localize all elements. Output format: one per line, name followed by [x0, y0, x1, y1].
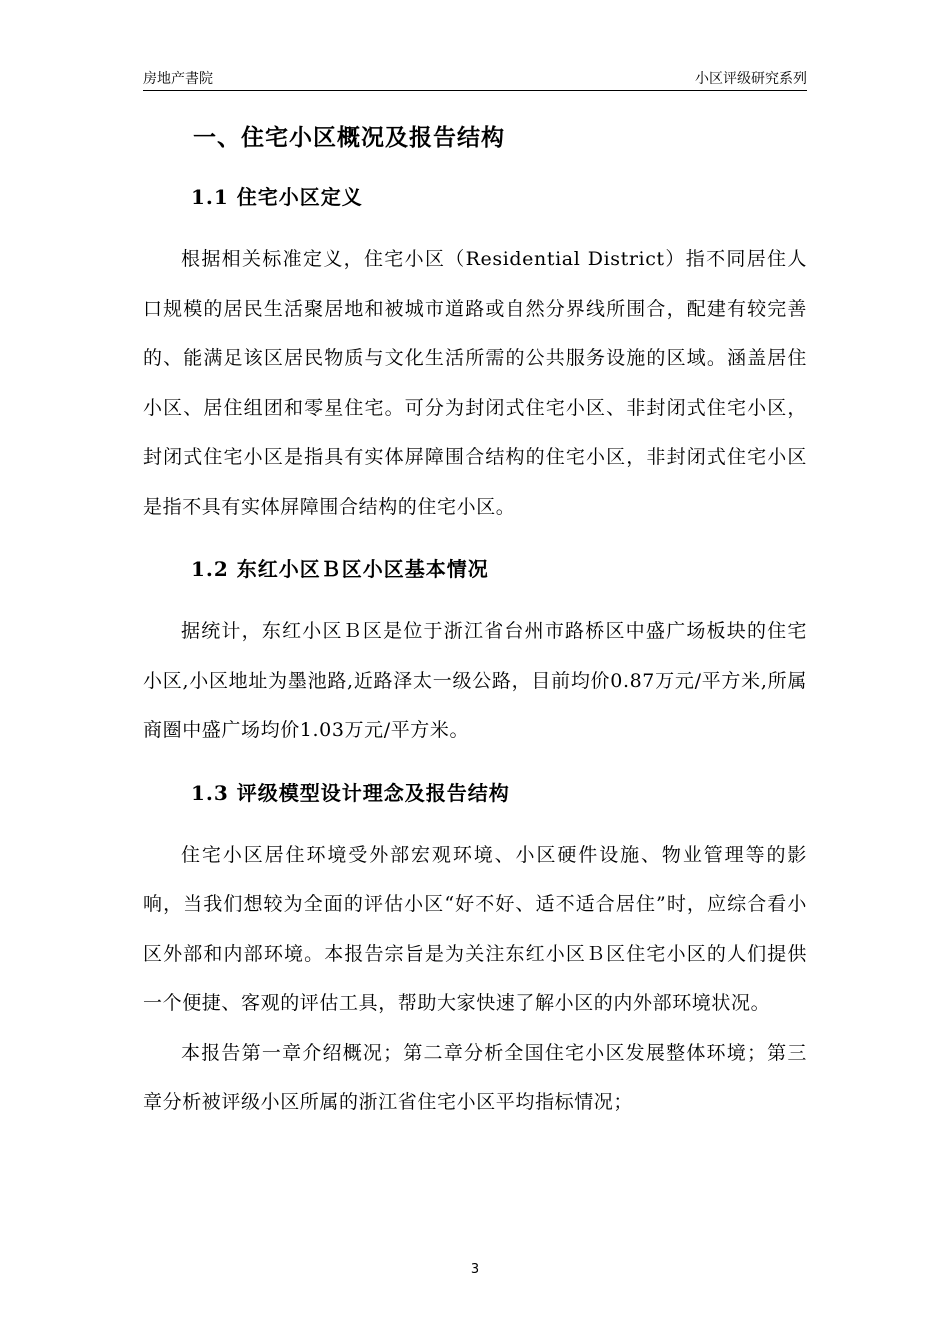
page-body [143, 118, 807, 1128]
page-number: 3 [470, 1262, 480, 1277]
section-1-2-paragraph: 据统计，东红小区Ｂ区是位于浙江省台州市路桥区中盛广场板块的住宅小区,小区地址为墨池路,近路泽太一级公路，目前均价0.87万元/平方米,所属商圈中盛广场均价1.03万元/平方米。 [143, 620, 807, 741]
section-1-1-paragraph: 根据相关标准定义，住宅小区（Residential District）指不同居住人口规模的居民生活聚居地和被城市道路或自然分界线所围合，配建有较完善的、能满足该区居民物质与文化生活所需的公共服务设施的区域。涵盖居住小区、居住组团和零星住宅。可分为封闭式住宅小区、非封闭式住宅小区，封闭式住宅小区是指具有实体屏障围合结构的住宅小区，非封闭式住宅小区是指不具有实体屏障围合结构的住宅小区。 [143, 248, 807, 518]
section-title-1-1: 1.1 住宅小区定义 [191, 185, 363, 209]
header-series-title: 小区评级研究系列 [695, 71, 807, 87]
section-title-1-2: 1.2 东红小区Ｂ区小区基本情况 [191, 557, 489, 581]
section-title-1-3: 1.3 评级模型设计理念及报告结构 [191, 780, 510, 805]
header-publisher: 房地产書院 [143, 71, 213, 87]
chapter-title: 一、住宅小区概况及报告结构 [193, 124, 505, 151]
page-header [143, 64, 807, 91]
section-1-3-paragraph-1: 住宅小区居住环境受外部宏观环境、小区硬件设施、物业管理等的影响，当我们想较为全面的评估小区“好不好、适不适合居住”时，应综合看小区外部和内部环境。本报告宗旨是为关注东红小区Ｂ区住宅小区的人们提供一个便捷、客观的评估工具，帮助大家快速了解小区的内外部环境状况。 [143, 843, 807, 1014]
section-1-3-paragraph-2: 本报告第一章介绍概况；第二章分析全国住宅小区发展整体环境；第三章分析被评级小区所属的浙江省住宅小区平均指标情况； [143, 1041, 807, 1113]
